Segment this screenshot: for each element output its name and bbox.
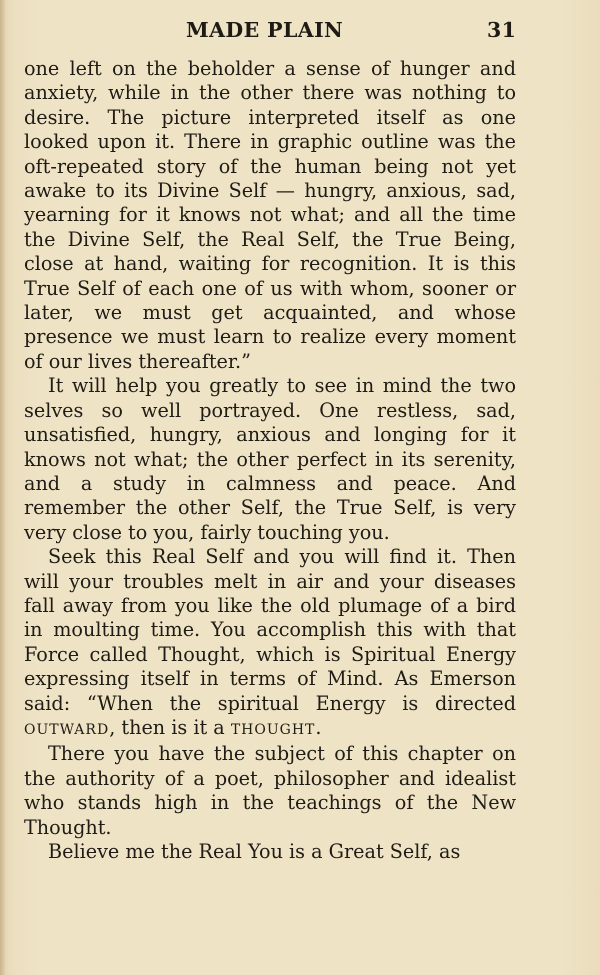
small-caps-outward: OUTWARD	[24, 721, 110, 738]
body-text	[24, 57, 516, 864]
paragraph-1: one left on the beholder a sense of hunger and anxiety, while in the other there was nothing to desire. The picture interpreted itself as one looked upon it. There in graphic outline was the oft-repeated story of the human being not yet awake to its Divine Self — hungry, anxious, sad, yearning for it knows not what; and all the time the Divine Self, the Real Self, the True Being, close at hand, waiting for recognition. It is this True Self of each one of us with whom, sooner or later, we must get acquainted, and whose presence we must learn to realize every moment of our lives thereafter.”	[24, 57, 516, 373]
page-number: 31	[487, 18, 517, 42]
running-title: MADE PLAIN	[186, 18, 344, 42]
spine-shadow	[0, 0, 6, 975]
paragraph-3-text-middle: , then is it a	[109, 715, 231, 739]
small-caps-thought: THOUGHT	[230, 721, 316, 738]
running-head	[0, 16, 600, 50]
paragraph-3-text-after: .	[315, 715, 322, 739]
paragraph-5: Believe me the Real You is a Great Self, as	[48, 840, 461, 863]
paragraph-2: It will help you greatly to see in mind the two selves so well portrayed. One restless, sad, unsatisfied, hungry, anxious and longing for it knows not what; the other perfect in its serenity, and a study in calmness and peace. And remember the other Self, the True Self, is very very close to you, fairly touching you.	[24, 374, 516, 544]
paragraph-4: There you have the subject of this chapter on the authority of a poet, philosopher and idealist who stands high in the teachings of the New Thought.	[24, 742, 516, 839]
paragraph-3-text-before: Seek this Real Self and you will find it. Then will your troubles melt in air and your diseases fall away from you like the old plumage of a bird in moulting time. You accomplish this with that Force called Thought, which is Spiritual Energy expressing itself in terms of Mind. As Emerson said: “When the spiritual Energy is directed	[24, 545, 516, 715]
paragraph-3	[24, 545, 516, 742]
